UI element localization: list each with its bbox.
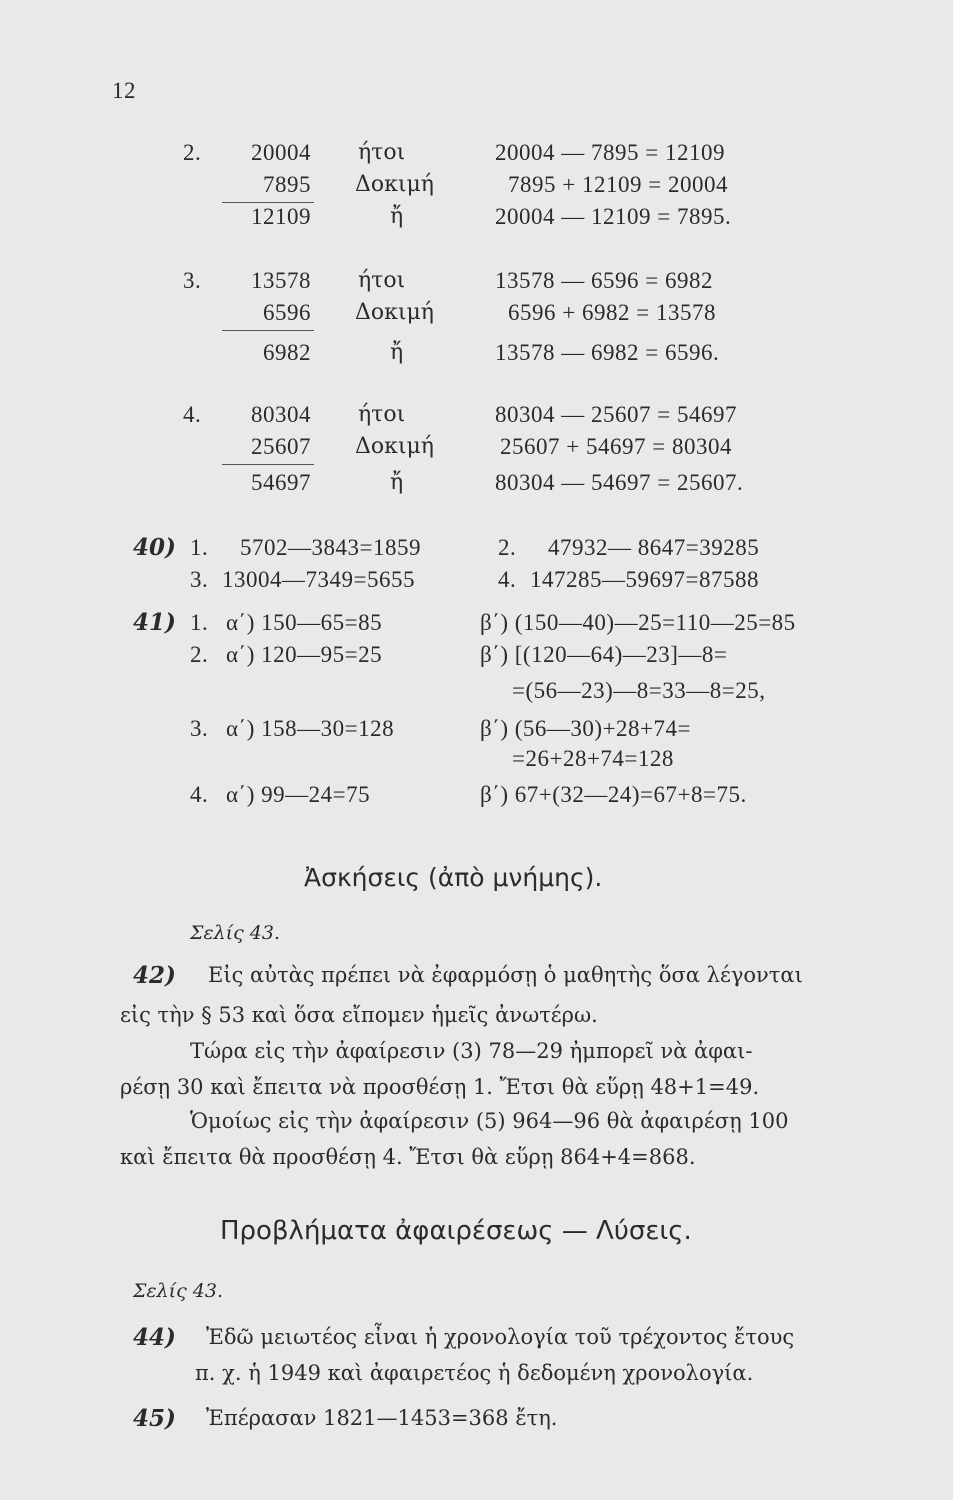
word-i: ἤ	[390, 204, 404, 229]
word-i: ἤ	[390, 470, 404, 495]
item-number: 4.	[498, 567, 517, 592]
text-line: καὶ ἔπειτα θὰ προσθέσῃ 4. Ἔτσι θὰ εὕρῃ 864+4=868.	[120, 1145, 696, 1169]
part-b: β΄) 67+(32—24)=67+8=75.	[480, 782, 747, 807]
text-line: Εἰς αὐτὰς πρέπει νὰ ἐφαρμόσῃ ὁ μαθητὴς ὅσα λέγονται	[208, 963, 803, 987]
text-line: εἰς τὴν § 53 καὶ ὅσα εἴπομεν ἡμεῖς ἀνωτέρω.	[120, 1003, 598, 1027]
minuend: 80304	[251, 402, 311, 427]
sum-line	[222, 202, 314, 203]
text-line: Ἐδῶ μειωτέος εἶναι ἡ χρονολογία τοῦ τρέχοντος ἔτους	[206, 1325, 795, 1349]
part-b-continued: =26+28+74=128	[512, 746, 674, 771]
sum-line	[222, 464, 314, 465]
part-b: β΄) (150—40)—25=110—25=85	[480, 610, 796, 635]
exercise-label: 42)	[133, 962, 176, 989]
word-i: ἤ	[390, 340, 404, 365]
subtrahend: 25607	[251, 434, 311, 459]
part-a: α΄) 99—24=75	[226, 782, 371, 807]
exercise-label: 40)	[133, 534, 176, 561]
block-label: 4.	[183, 402, 202, 427]
equation: 13578 — 6982 = 6596.	[495, 340, 720, 365]
equation: 25607 + 54697 = 80304	[500, 434, 732, 459]
equation: 20004 — 7895 = 12109	[495, 140, 725, 165]
section-heading: Προβλήματα ἀφαιρέσεως — Λύσεις.	[220, 1216, 692, 1246]
word-etoi: ήτοι	[358, 268, 406, 293]
exercise-label: 45)	[133, 1405, 176, 1432]
equation: 20004 — 12109 = 7895.	[495, 204, 732, 229]
equation: 147285—59697=87588	[530, 567, 759, 592]
item-number: 1.	[190, 610, 209, 635]
block-label: 2.	[183, 140, 202, 165]
text-line: π. χ. ἡ 1949 καὶ ἀφαιρετέος ἡ δεδομένη χρονολογία.	[195, 1361, 754, 1385]
word-dokimi: Δοκιμή	[355, 300, 434, 325]
equation: 80304 — 54697 = 25607.	[495, 470, 744, 495]
equation: 5702—3843=1859	[240, 535, 421, 560]
difference: 54697	[251, 470, 311, 495]
subtrahend: 7895	[263, 172, 311, 197]
item-number: 1.	[190, 535, 209, 560]
word-etoi: ήτοι	[358, 140, 406, 165]
page-number: 12	[112, 78, 136, 103]
equation: 80304 — 25607 = 54697	[495, 402, 737, 427]
word-dokimi: Δοκιμή	[355, 172, 434, 197]
minuend: 20004	[251, 140, 311, 165]
difference: 6982	[263, 340, 311, 365]
text-line: Ἐπέρασαν 1821—1453=368 ἔτη.	[206, 1406, 558, 1430]
exercise-label: 44)	[133, 1324, 176, 1351]
section-heading: Ἀσκήσεις (ἀπὸ μνήμης).	[304, 863, 603, 892]
text-line: Ὁμοίως εἰς τὴν ἀφαίρεσιν (5) 964—96 θὰ ἀφαιρέσῃ 100	[190, 1109, 789, 1133]
equation: 47932— 8647=39285	[548, 535, 760, 560]
minuend: 13578	[251, 268, 311, 293]
exercise-label: 41)	[133, 609, 176, 636]
item-number: 4.	[190, 782, 209, 807]
part-b: β΄) [(120—64)—23]—8=	[480, 642, 728, 667]
equation: 7895 + 12109 = 20004	[508, 172, 728, 197]
equation: 13004—7349=5655	[222, 567, 415, 592]
equation: 13578 — 6596 = 6982	[495, 268, 713, 293]
item-number: 2.	[190, 642, 209, 667]
page-reference: Σελίς 43.	[190, 922, 281, 944]
word-etoi: ήτοι	[358, 402, 406, 427]
text-line: ρέσῃ 30 καὶ ἔπειτα νὰ προσθέσῃ 1. Ἔτσι θὰ εὕρῃ 48+1=49.	[120, 1075, 760, 1099]
item-number: 3.	[190, 567, 209, 592]
difference: 12109	[251, 204, 311, 229]
page-reference: Σελίς 43.	[133, 1280, 224, 1302]
part-a: α΄) 120—95=25	[226, 642, 383, 667]
part-a: α΄) 150—65=85	[226, 610, 383, 635]
text-line: Τώρα εἰς τὴν ἀφαίρεσιν (3) 78—29 ἠμπορεῖ νὰ ἀφαι-	[190, 1039, 753, 1063]
part-b-continued: =(56—23)—8=33—8=25,	[512, 678, 766, 703]
equation: 6596 + 6982 = 13578	[508, 300, 716, 325]
part-b: β΄) (56—30)+28+74=	[480, 716, 692, 741]
item-number: 3.	[190, 716, 209, 741]
sum-line	[222, 330, 314, 331]
block-label: 3.	[183, 268, 202, 293]
subtrahend: 6596	[263, 300, 311, 325]
part-a: α΄) 158—30=128	[226, 716, 395, 741]
word-dokimi: Δοκιμή	[355, 434, 434, 459]
item-number: 2.	[498, 535, 517, 560]
